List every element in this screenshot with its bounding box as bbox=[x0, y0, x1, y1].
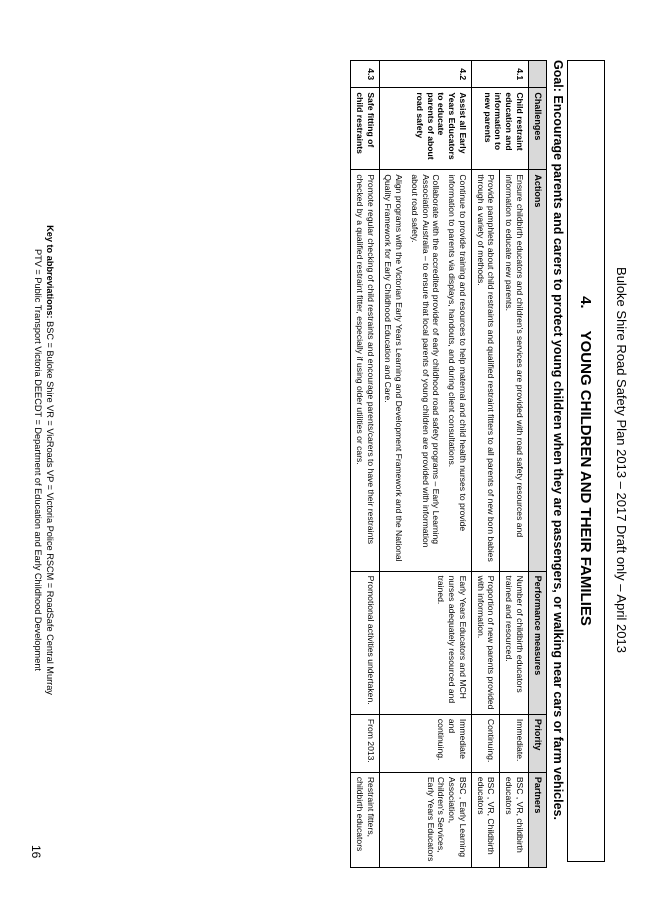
section-title: YOUNG CHILDREN AND THEIR FAMILIES bbox=[577, 330, 595, 626]
column-header-actions: Actions bbox=[528, 170, 546, 571]
row-challenge: Child restraint education and information to new parents bbox=[471, 88, 528, 170]
section-title-box bbox=[567, 60, 605, 862]
document-header: Buloke Shire Road Safety Plan 2013 – 2017 Draft only – April 2013 bbox=[614, 267, 629, 653]
column-header-number bbox=[528, 61, 546, 88]
row-measure: Proportion of new parents provided with information. bbox=[471, 571, 499, 714]
action-paragraph: Continue to provide training and resources to help maternal and child health nurses to provide information to parents via displays, handouts, and during client consultations. bbox=[447, 174, 468, 532]
row-priority: From 2013. bbox=[351, 714, 379, 772]
row-action: Promote regular checking of child restraints and encourage parents/carers to have their restraints checked by a qualified restraint fitter, especially if using older utilities or cars. bbox=[351, 170, 379, 571]
row-partners: BSC , VR, Childbirth educators bbox=[471, 772, 499, 867]
section-number: 4. bbox=[577, 296, 595, 309]
row-partners: BSC , VR, childbirth educators bbox=[500, 772, 528, 867]
column-header-performance: Performance measures bbox=[528, 571, 546, 714]
column-header-priority: Priority bbox=[528, 714, 546, 772]
row-measure: Number of childbirth educators trained and resourced. bbox=[500, 571, 528, 714]
row-actions bbox=[379, 170, 471, 571]
table-row bbox=[471, 61, 499, 868]
row-number: 4.2 bbox=[379, 61, 471, 88]
row-number: 4.3 bbox=[351, 61, 379, 88]
action-paragraph: Align programs with the Victorian Early Years Learning and Development Framework and the National Quality Framework for Early Childhood Education and Care. bbox=[383, 174, 405, 562]
page-number: 16 bbox=[29, 845, 43, 859]
column-header-partners: Partners bbox=[528, 772, 546, 867]
row-challenge: Safe fitting of child restraints bbox=[351, 88, 379, 170]
row-partners: BSC , Early Learning Association, Children's Services, Early Years Educators bbox=[379, 772, 471, 867]
column-header-challenges: Challenges bbox=[528, 88, 546, 170]
table-row bbox=[351, 61, 379, 868]
key-label: Key to abbreviations: bbox=[45, 225, 55, 319]
goal-statement: Goal: Encourage parents and carers to protect young children when they are passengers, or walking near cars or farm vehicles. bbox=[551, 60, 565, 820]
row-priority: Immediate. bbox=[500, 714, 528, 772]
key-line-1: BSC = Buloke Shire VR = VicRoads VP = Victoria Police RSCM = RoadSafe Central Murray bbox=[45, 321, 55, 695]
row-number: 4.1 bbox=[471, 61, 528, 88]
row-measure: Early Years Educators and MCH nurses adequately resourced and trained. bbox=[379, 571, 471, 714]
table-header-row bbox=[528, 61, 546, 868]
action-paragraph: Collaborate with the accredited provider of early childhood road safety programs – Early Learning Association Australia – to ensure that local parents of young children are provided with information about road safety. bbox=[409, 174, 442, 548]
action-plan-table bbox=[350, 60, 547, 868]
row-measure: Promotional activities undertaken. bbox=[351, 571, 379, 714]
row-challenge: Assist all Early Years Educators to educate parents of about road safety bbox=[379, 88, 471, 170]
row-priority: Continuing. bbox=[471, 714, 499, 772]
abbreviations-key bbox=[31, 60, 55, 860]
row-action: Provide pamphlets about child restraints and qualified restraint fitters to all parents of new born babies through a variety of methods. bbox=[471, 170, 499, 571]
table-row bbox=[379, 61, 471, 868]
row-priority: Immediate and continuing. bbox=[379, 714, 471, 772]
row-action: Ensure childbirth educators and children's services are provided with road safety resources and information to educate new parents. bbox=[500, 170, 528, 571]
key-line-2: PTV = Public Transport Victoria DEECDT = Department of Education and Early Childhood Development bbox=[33, 249, 44, 671]
table-row bbox=[500, 61, 528, 868]
row-partners: Restraint fitters, childbirth educators bbox=[351, 772, 379, 867]
